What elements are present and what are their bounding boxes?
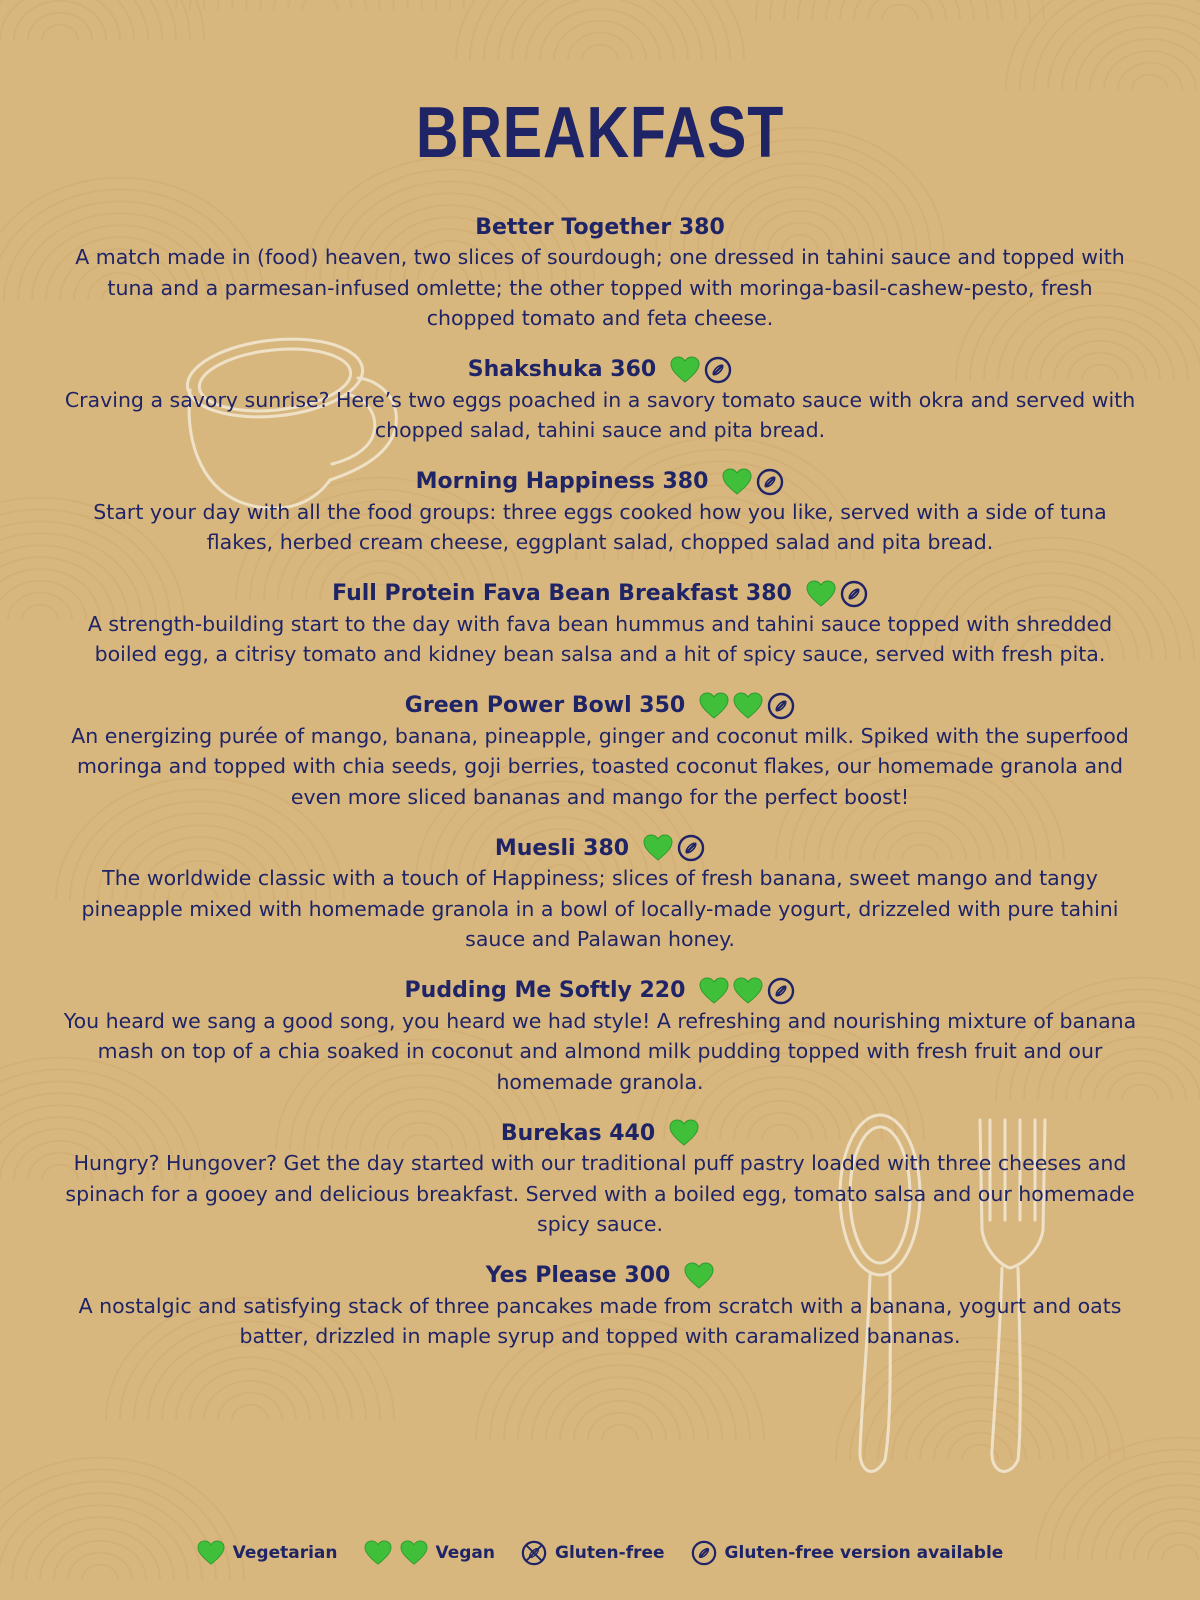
menu-item-header [60,467,1140,497]
gluten-free-version-icon [677,834,705,862]
vegan-heart-icon [733,692,763,720]
vegetarian-heart-icon [643,834,673,862]
menu-item-name: Muesli 380 [494,835,630,861]
diet-icons [670,356,732,384]
legend-label: Vegan [435,1543,495,1563]
vegan-heart-icon [400,1540,428,1566]
legend-entry [691,1540,1004,1566]
menu-item [60,579,1140,670]
menu-item-description: An energizing purée of mango, banana, pineapple, ginger and coconut milk. Spiked with the superfood moringa and topped with chia seeds, goji berries, toasted coconut flakes, our homemade granola and even more sliced bananas and mango for the perfect boost! [71,723,1129,809]
menu-item-header [60,976,1140,1006]
diet-icons [643,834,705,862]
menu-item-header [60,212,1140,242]
menu-item-header [60,691,1140,721]
vegan-heart-icon [699,692,729,720]
menu-item-description: A match made in (food) heaven, two slices of sourdough; one dressed in tahini sauce and topped with tuna and a parmesan-infused omlette; the other topped with moringa-basil-cashew-pesto, fresh chopped tomato and feta cheese. [75,245,1125,330]
menu-item [60,833,1140,955]
menu-item-description: The worldwide classic with a touch of Happiness; slices of fresh banana, sweet mango and tangy pineapple mixed with homemade granola in a bowl of locally-made yogurt, drizzeled with pure tahini sauce and Palawan honey. [81,866,1119,951]
legend-entry [197,1540,338,1566]
vegetarian-heart-icon [806,580,836,608]
vegan-heart-icon [699,977,729,1005]
menu-item [60,212,1140,334]
vegetarian-heart-icon [722,468,752,496]
menu-item [60,355,1140,446]
menu-item-name: Full Protein Fava Bean Breakfast 380 [332,581,792,606]
gluten-free-version-icon [840,580,868,608]
diet-icons [669,1119,699,1147]
diet-icons [722,468,784,496]
menu-item-description: A nostalgic and satisfying stack of three pancakes made from scratch with a banana, yogurt and oats batter, drizzled in maple syrup and topped with caramalized bananas. [78,1293,1122,1348]
vegetarian-heart-icon [197,1540,225,1566]
gluten-free-version-icon [756,468,784,496]
menu-item-header [60,579,1140,609]
menu-item [60,976,1140,1098]
menu-item-name: Shakshuka 360 [467,357,657,382]
vegan-heart-icon [733,977,763,1005]
menu-item-header [60,1118,1140,1148]
menu-item-name: Yes Please 300 [485,1263,671,1288]
diet-icons [699,977,795,1005]
gluten-free-version-icon [767,692,795,720]
menu-item-name: Morning Happiness 380 [415,469,709,494]
menu-item-description: Hungry? Hungover? Get the day started with our traditional puff pastry loaded with three cheeses and spinach for a gooey and delicious breakfast. Served with a boiled egg, tomato salsa and our homemade spicy sauce. [65,1151,1135,1236]
dietary-legend [0,1540,1200,1566]
legend-label: Vegetarian [232,1543,338,1563]
menu-item-name: Green Power Bowl 350 [404,693,686,718]
page-title: BREAKFAST [415,93,785,173]
menu-item-description: Craving a savory sunrise? Here’s two eggs poached in a savory tomato sauce with okra and served with chopped salad, tahini sauce and pita bread. [64,387,1136,442]
menu-list [60,212,1140,1373]
vegetarian-heart-icon [684,1262,714,1290]
diet-icons [699,692,795,720]
vegan-heart-icon [364,1540,392,1566]
legend-label: Gluten-free version available [724,1543,1004,1563]
menu-item [60,467,1140,558]
legend-label: Gluten-free [555,1543,665,1563]
gluten-free-version-icon [767,977,795,1005]
diet-icons [806,580,868,608]
menu-item-name: Burekas 440 [500,1120,656,1146]
menu-item-header [60,833,1140,863]
menu-item-header [60,1261,1140,1291]
diet-icons [684,1262,714,1290]
legend-entry [364,1540,496,1566]
menu-item [60,691,1140,813]
menu-item-name: Better Together 380 [475,214,725,240]
menu-item-description: A strength-building start to the day with fava bean hummus and tahini sauce topped with shredded boiled egg, a citrisy tomato and kidney bean salsa and a hit of spicy sauce, served with fresh pita. [87,611,1113,666]
menu-item-description: You heard we sang a good song, you heard we had style! A refreshing and nourishing mixture of banana mash on top of a chia soaked in coconut and almond milk pudding topped with fresh fruit and our homemade granola. [63,1008,1137,1094]
menu-item-header [60,355,1140,385]
vegetarian-heart-icon [670,356,700,384]
menu-item [60,1118,1140,1240]
menu-item-description: Start your day with all the food groups: three eggs cooked how you like, served with a side of tuna flakes, herbed cream cheese, eggplant salad, chopped salad and pita bread. [93,499,1107,554]
legend-entry [521,1540,665,1566]
vegetarian-heart-icon [669,1119,699,1147]
menu-item-name: Pudding Me Softly 220 [404,978,686,1003]
gluten-free-version-icon [704,356,732,384]
gluten-free-version-icon [691,1540,717,1566]
menu-item [60,1261,1140,1352]
gluten-free-icon [521,1540,547,1566]
